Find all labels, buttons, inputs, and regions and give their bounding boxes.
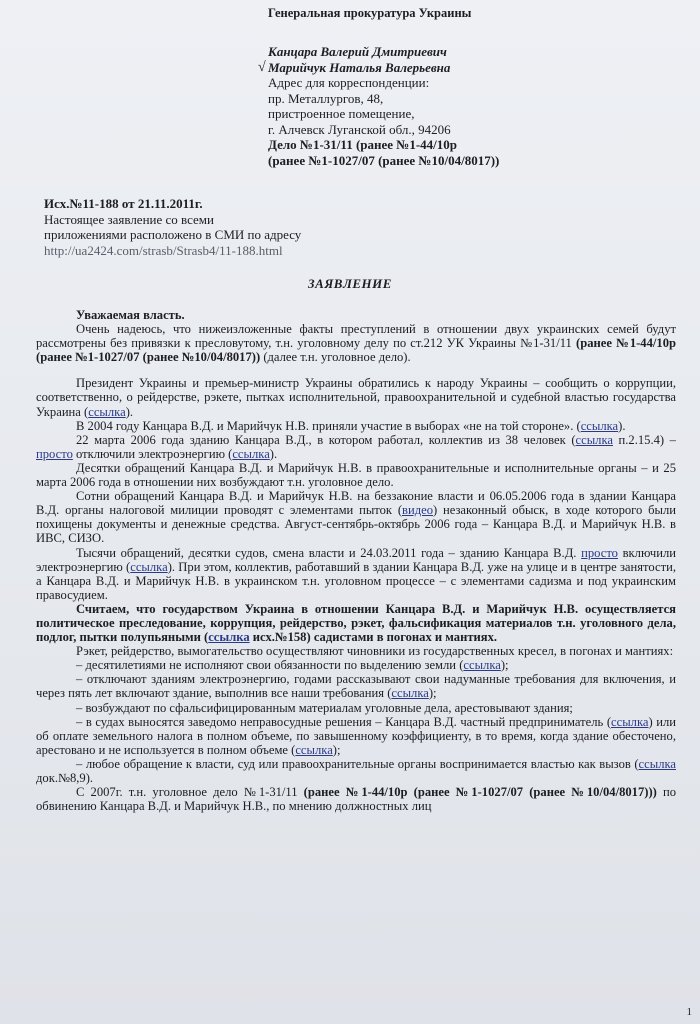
paragraph-2: Президент Украины и премьер-министр Украины обратились к народу Украины – сообщить о коррупции, соответственно, о рейдерстве, рэкете, пытках исполнительной, правоохранительной и судебной властью государства Украина (ссылка). (36, 376, 676, 419)
bullet-3: – возбуждают по сфальсифицированным материалам уголовные дела, арестовывают здания; (76, 700, 573, 715)
paragraph-8: Считаем, что государством Украина в отношении Канцара В.Д. и Марийчук Н.В. осуществляется политическое преследование, коррупция, рейдерство, рэкет, фальсификация материалов т.н. уголовного дела, подлог, пытки полупьяными (ссылка исх.№158) садистами в погонах и мантиях. (36, 601, 676, 645)
link-reference[interactable]: ссылка (463, 658, 501, 673)
case-line-2: (ранее №1-1027/07 (ранее №10/04/8017)) (268, 152, 500, 168)
bullet-1: – десятилетиями не исполняют свои обязанности по выделению земли (ссылка); (76, 658, 509, 673)
reference-block (44, 196, 301, 258)
paragraph-10: С 2007г. т.н. уголовное дело №1-31/11 (ранее №1-44/10р (ранее №1-1027/07 (ранее №10/04/8017))) по обвинению Канцара В.Д. и Марийчук Н.В., по мнению должностных лиц (36, 785, 677, 814)
applicant-address-block (268, 44, 499, 168)
link-reference[interactable]: ссылка (611, 714, 649, 729)
address-label: Адрес для корреспонденции: (268, 75, 430, 90)
bullet-4: – в судах выносятся заведомо неправосудные решения – Канцара В.Д. частный предприниматель (ссылка) или об оплате земельного налога в полном объеме, по завышенному коэффициенту, в то время, когда здание обесточено, арестовано и не используется в полном объеме (ссылка); (36, 714, 676, 757)
link-reference[interactable]: ссылка (638, 756, 676, 771)
case-line-1: Дело №1-31/11 (ранее №1-44/10р (268, 137, 458, 152)
link-reference[interactable]: ссылка (232, 446, 270, 461)
greeting: Уважаемая власть. (76, 308, 185, 322)
address-line-1: пр. Металлургов, 48, (268, 90, 384, 106)
paragraph-7: Тысячи обращений, десятки судов, смена власти и 24.03.2011 года – зданию Канцара В.Д. просто включили электроэнергию (ссылка). При этом, коллектив, работавший в здании Канцара В.Д. уже на улице и в центре занятости, а Канцара В.Д. и Марийчук Н.В. в украинском т.н. уголовном процессе – с элементами садизма и под украинским правосудием. (36, 545, 676, 602)
address-line-3: г. Алчевск Луганской обл., 94206 (268, 121, 451, 137)
bullet-2: – отключают зданиям электроэнергию, годами рассказывают свои надуманные требования для включения, и через пять лет включают здание, выполнив все наши требования (ссылка); (36, 672, 676, 701)
link-reference[interactable]: ссылка (295, 742, 333, 757)
link-reference[interactable]: ссылка (208, 630, 250, 645)
document-title: ЗАЯВЛЕНИЕ (308, 276, 392, 291)
ref-note-2: приложениями расположено в СМИ по адресу (44, 227, 302, 242)
link-reference[interactable]: ссылка (391, 686, 429, 701)
link-reference[interactable]: ссылка (580, 418, 619, 433)
link-reference[interactable]: ссылка (88, 404, 126, 419)
margin-check-mark: √ (258, 60, 266, 75)
outgoing-number: Исх.№11-188 от 21.11.2011г. (44, 196, 203, 211)
ref-url-link[interactable]: http://ua2424.com/strasb/Strasb4/11-188.html (44, 242, 283, 258)
paragraph-4: 22 марта 2006 года зданию Канцара В.Д., в котором работал, коллектив из 38 человек (ссылка п.2.15.4) – просто отключили электроэнергию (ссылка). (36, 432, 676, 461)
link-reference[interactable]: ссылка (575, 432, 613, 447)
applicant-1: Канцара Валерий Дмитриевич (268, 44, 447, 59)
bullet-5: – любое обращение к власти, суд или правоохранительные органы воспринимается властью как вызов (ссылка док.№8,9). (36, 756, 676, 785)
applicant-2: Марийчук Наталья Валерьевна (268, 59, 451, 75)
paragraph-3: В 2004 году Канцара В.Д. и Марийчук Н.В. приняли участие в выборах «не на той стороне». (ссылка). (76, 418, 626, 433)
paragraph-6: Сотни обращений Канцара В.Д. и Марийчук Н.В. на беззаконие власти и 06.05.2006 года в здании Канцара В.Д. органы налоговой милиции проводят с элементами пыток (видео) незаконный обыск, в ходе которого были похищены документы и денежные средства. Август-сентябрь-октябрь 2006 года – Канцара В.Д. и Марийчук Н.В. в ИВС, СИЗО. (36, 489, 677, 546)
address-line-2: пристроенное помещение, (268, 106, 415, 121)
statement-body (36, 308, 676, 813)
ref-note-1: Настоящее заявление со всеми (44, 211, 214, 227)
paragraph-5: Десятки обращений Канцара В.Д. и Марийчук Н.В. в правоохранительные и исполнительные органы – и 25 марта 2006 года в отношении них возбуждают т.н. уголовное дело. (36, 460, 676, 490)
link-video[interactable]: видео (402, 503, 433, 518)
link-reference[interactable]: ссылка (130, 559, 168, 574)
letter-header (268, 6, 471, 21)
authority-name: Генеральная прокуратура Украины (268, 6, 472, 20)
paragraph-9: Рэкет, рейдерство, вымогательство осуществляют чиновники из государственных кресел, в погонах и мантиях: (76, 644, 674, 659)
page-number: 1 (686, 1006, 692, 1018)
link-prosto[interactable]: просто (36, 446, 73, 461)
link-prosto[interactable]: просто (581, 545, 618, 560)
paragraph-1: Очень надеюсь, что нижеизложенные факты преступлений в отношении двух украинских семей будут рассмотрены без привязки к пресловутому, т.н. уголовному делу по ст.212 УК Украины №1-31/11 (ранее №1-44/10р (ранее №1-1027/07 (ранее №10/04/8017)) (далее т.н. уголовное дело). (36, 322, 677, 365)
